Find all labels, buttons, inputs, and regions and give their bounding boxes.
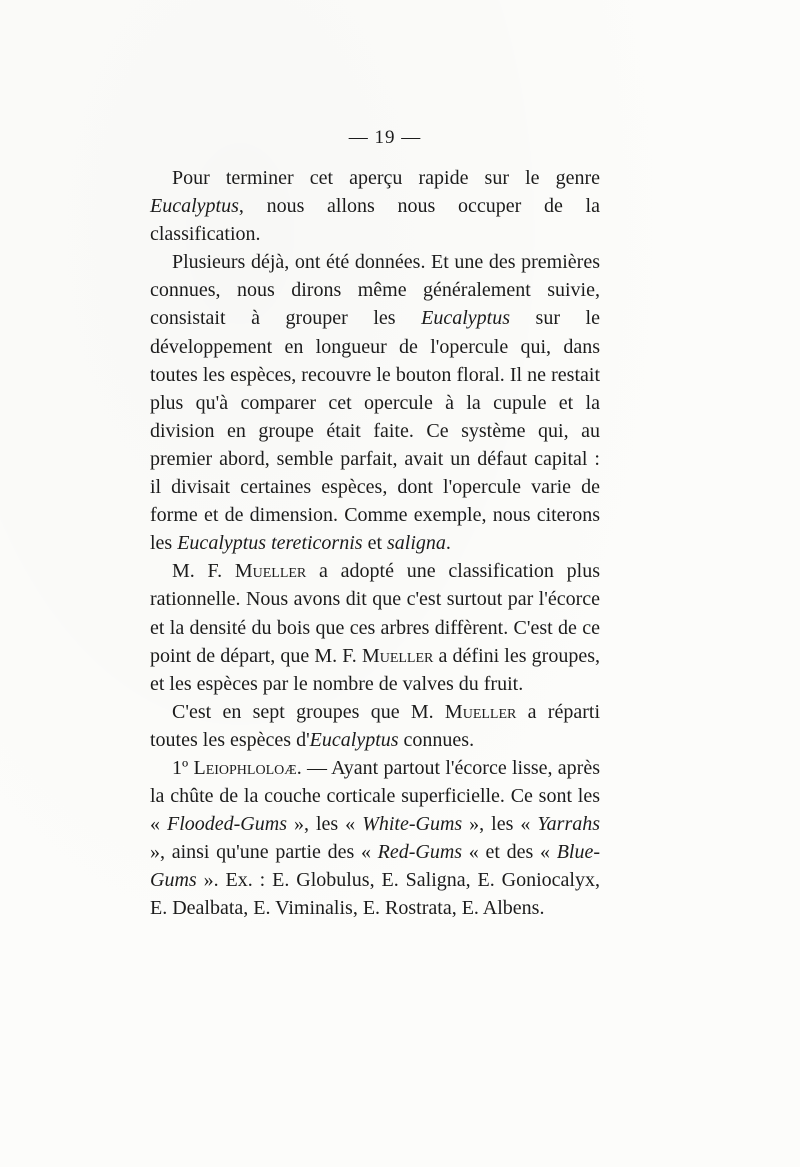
p5-text-g: », les « — [462, 813, 538, 836]
p3-author-mueller-2: Mueller — [361, 644, 434, 667]
p4-genus-eucalyptus: Eucalyptus — [309, 728, 399, 751]
paragraph-4 — [150, 698, 600, 754]
p4-text-e: connues. — [398, 728, 475, 751]
p2-text-c: sur le développement en longueur de l'opercule qui, dans toutes les espèces, recouvre le bouton floral. Il ne restait plus qu'à comparer cet opercule à la cupule et la division en groupe était faite. Ce système qui, au premier abord, semble parfait, avait un défaut capital : il divisait certaines espèces, dont l'opercule varie de forme et de dimension. Comme exemple, nous citerons les — [150, 307, 600, 555]
p1-text-c: , nous allons nous occuper de la classification. — [150, 195, 600, 246]
p2-species-tereticornis: Eucalyptus tereticornis — [177, 532, 363, 555]
p5-text-e: », les « — [286, 813, 363, 836]
body-text — [150, 164, 600, 923]
page-number: — 19 — — [348, 127, 422, 148]
p5-red-gums: Red-Gums — [377, 841, 463, 864]
p4-text-c: a réparti toutes les espèces d' — [150, 700, 600, 751]
p4-text-a: C'est en sept groupes que M. — [172, 700, 445, 723]
p1-genus-eucalyptus: Eucalyptus — [150, 195, 239, 218]
p1-text-a: Pour terminer cet aperçu rapide sur le genre — [172, 167, 600, 189]
p5-group-name: Leiophloloæ — [193, 756, 297, 779]
p4-author-mueller: Mueller — [444, 700, 517, 723]
p2-text-e: et — [362, 532, 387, 555]
p2-text-a: Plusieurs déjà, ont été données. Et une des premières connues, nous dirons même généralement suivie, consistait à grouper les — [150, 251, 600, 330]
paragraph-1 — [150, 164, 600, 248]
p5-text-k: « et des « — [462, 841, 557, 864]
p5-text-i: », ainsi qu'une partie des « — [150, 841, 378, 864]
p5-blue-gums: Blue-Gums — [150, 841, 601, 892]
paragraph-5 — [150, 754, 600, 923]
p2-species-saligna: saligna — [387, 532, 446, 555]
p5-text-m: ». Ex. : E. Globulus, E. Saligna, E. Goniocalyx, E. Dealbata, E. Viminalis, E. Rostrata, E. Albens. — [150, 869, 600, 920]
paragraph-2 — [150, 248, 600, 557]
p5-flooded-gums: Flooded-Gums — [167, 813, 287, 836]
p3-text-e: a défini les groupes, et les espèces par le nombre de valves du fruit. — [150, 644, 600, 695]
p5-white-gums: White-Gums — [362, 813, 463, 836]
p2-text-g: . — [445, 532, 451, 555]
p3-text-a: M. F. — [172, 560, 235, 583]
p5-text-a: 1º — [172, 756, 194, 779]
paragraph-3 — [150, 557, 600, 697]
p3-author-mueller-1: Mueller — [234, 560, 307, 583]
p5-text-c: . — Ayant partout l'écorce lisse, après la chûte de la couche corticale superficielle. Ce sont les « — [150, 756, 601, 836]
p2-genus-eucalyptus: Eucalyptus — [421, 307, 510, 330]
p5-yarrahs: Yarrahs — [537, 813, 601, 836]
p3-text-c: a adopté une classification plus rationnelle. Nous avons dit que c'est surtout par l'écorce et la densité du bois que ces arbres diffèrent. C'est de ce point de départ, que M. F. — [150, 560, 600, 667]
